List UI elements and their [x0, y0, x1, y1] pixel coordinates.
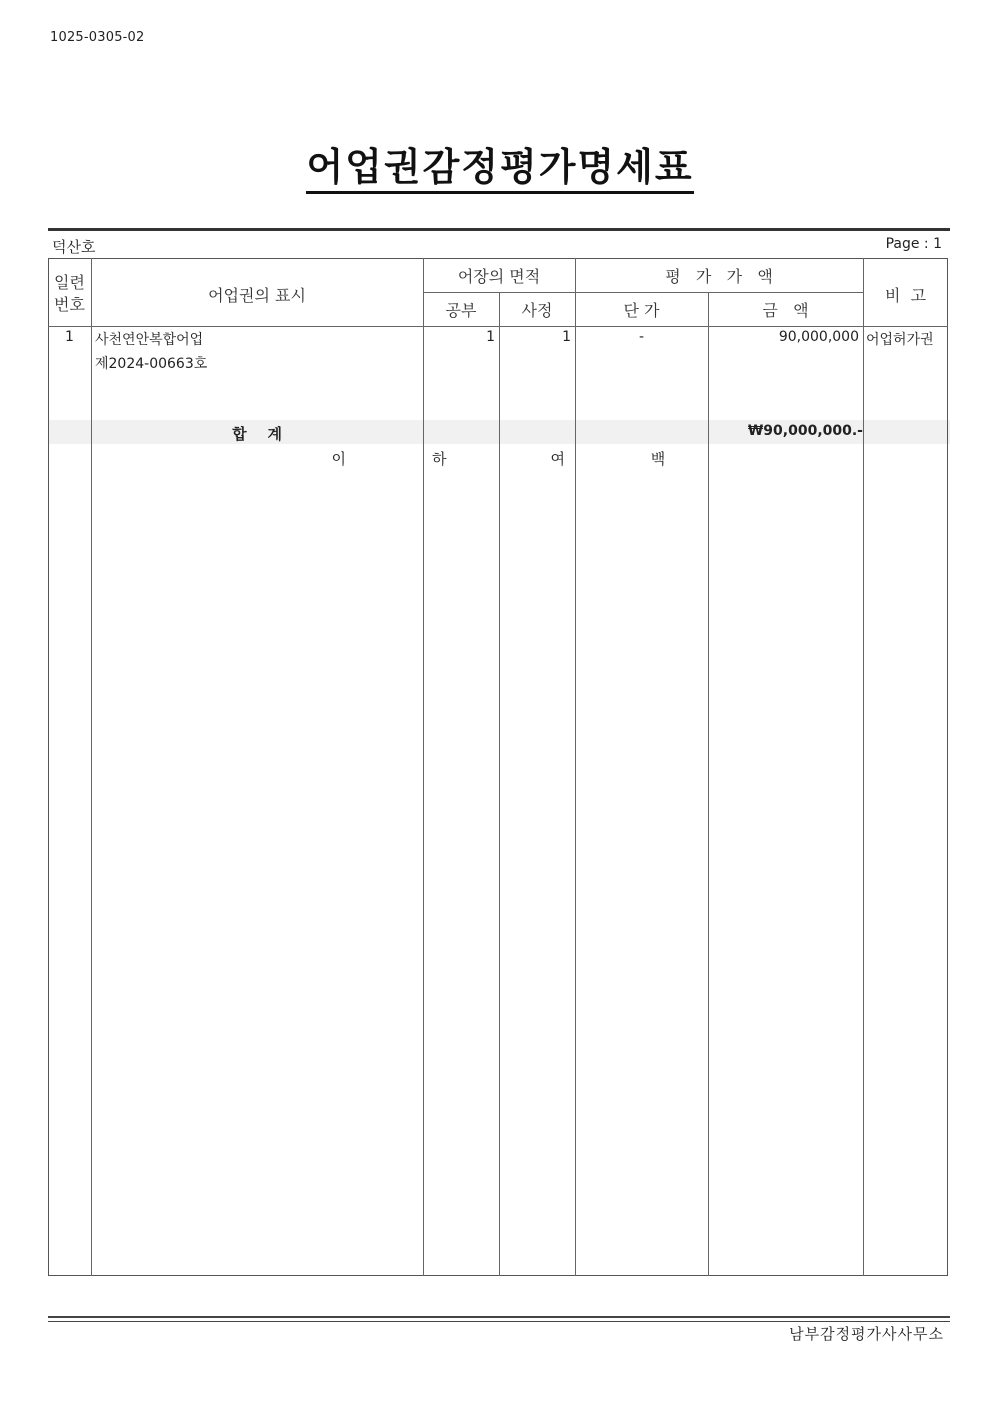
vessel-name: 덕산호	[52, 238, 96, 256]
row-unit-price: -	[638, 329, 645, 345]
header-area-actual: 사정	[521, 301, 553, 320]
footer-rule-thin	[48, 1321, 950, 1322]
blank-marker-4: 백	[650, 450, 666, 468]
document-code: 1025-0305-02	[50, 30, 145, 45]
total-amount: ₩90,000,000.-	[747, 423, 863, 439]
column-divider	[499, 292, 500, 1276]
row-area-official: 1	[486, 329, 495, 345]
header-bottom-line	[48, 326, 948, 327]
column-divider	[91, 258, 92, 1276]
row-display-line2: 제2024-00663호	[95, 356, 208, 372]
header-display: 어업권의 표시	[208, 286, 306, 305]
footer-rule	[48, 1316, 950, 1318]
header-serial-line2: 번호	[54, 295, 85, 314]
header-unit-price: 단 가	[623, 301, 660, 320]
column-divider	[863, 258, 864, 1276]
column-divider	[575, 258, 576, 1276]
blank-marker-3: 여	[550, 450, 565, 468]
column-divider	[423, 258, 424, 1276]
blank-marker-1: 이	[331, 450, 346, 468]
office-name: 남부감정평가사사무소	[789, 1325, 944, 1343]
row-display-line1: 사천연안복합어업	[95, 332, 204, 348]
header-amount: 금 액	[762, 301, 809, 320]
column-divider	[708, 292, 709, 1276]
header-serial-line1: 일련	[54, 273, 85, 292]
appraisal-table	[48, 258, 948, 1276]
header-appraisal: 평 가 가 액	[665, 267, 773, 286]
page-number: Page : 1	[885, 236, 942, 252]
top-rule	[48, 228, 950, 231]
total-label: 합 계	[232, 425, 282, 443]
document-title: 어업권감정평가명세표	[0, 136, 1000, 191]
header-area: 어장의 면적	[457, 267, 541, 286]
blank-marker-2: 하	[432, 450, 447, 468]
row-area-actual: 1	[562, 329, 571, 345]
row-remarks: 어업허가권	[866, 332, 934, 348]
row-serial: 1	[65, 329, 74, 345]
header-remarks: 비 고	[884, 286, 927, 305]
header-area-official: 공부	[445, 301, 477, 320]
row-amount: 90,000,000	[778, 329, 859, 345]
header-mid-line	[423, 292, 864, 293]
